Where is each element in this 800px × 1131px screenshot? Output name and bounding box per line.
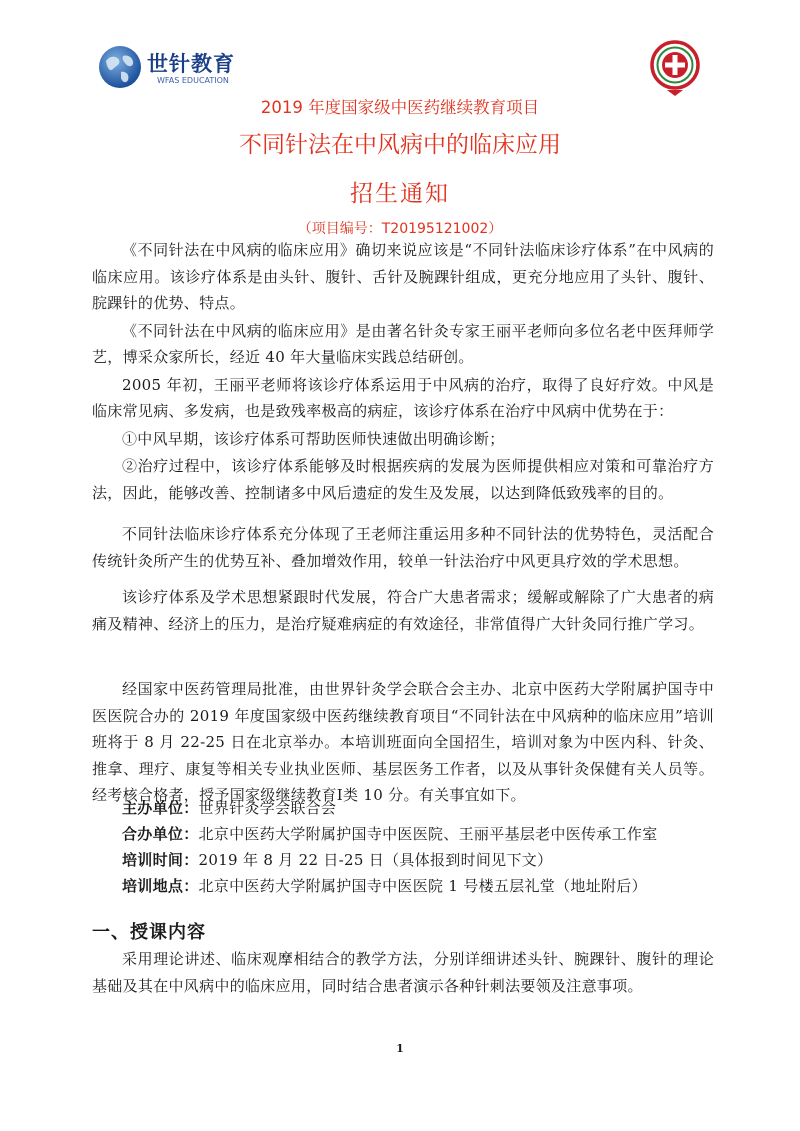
co-organizer-label: 合办单位： [122, 825, 199, 843]
organizer-row [122, 795, 722, 822]
paragraph: 经国家中医药管理局批准，由世界针灸学会联合会主办、北京中医药大学附属护国寺中医医院合办的 2019 年度国家级中医药继续教育项目“不同针法在中风病种的临床应用”培训班将于 8 月 22-25 日在北京举办。本培训班面向全国招生，培训对象为中医内科、针灸、推拿、理疗、康复等相关专业执业医师、基层医务工作者，以及从事针灸保健有关人员等。经考核合格者，授予国家级继续教育Ⅰ类 10 分。有关事宜如下。 [92, 680, 714, 804]
project-number: （项目编号：T20195121002） [297, 221, 503, 237]
brand-subtitle: WFAS EDUCATION [157, 76, 229, 85]
notice-heading: 招生通知 [350, 181, 450, 207]
training-place-value: 北京中医药大学附属护国寺中医医院 1 号楼五层礼堂（地址附后） [198, 877, 647, 895]
paragraph: 采用理论讲述、临床观摩相结合的教学方法，分别详细讲述头针、腕踝针、腹针的理论基础及其在中风病中的临床应用，同时结合患者演示各种针刺法要领及注意事项。 [92, 950, 714, 995]
wfas-education-logo [97, 44, 247, 94]
hospital-emblem-icon [649, 38, 701, 98]
paragraph: 该诊疗体系及学术思想紧跟时代发展，符合广大患者需求；缓解或解除了广大患者的病痛及精神、经济上的压力，是治疗疑难病症的有效途径，非常值得广大针灸同行推广学习。 [92, 588, 714, 633]
brand-name: 世针教育 [147, 52, 235, 76]
paragraph: ①中风早期，该诊疗体系可帮助医师快速做出明确诊断； [122, 429, 505, 448]
co-organizer-row [122, 821, 722, 848]
approval-section [92, 676, 714, 809]
academic-thought-section [92, 521, 714, 637]
intro-section [92, 237, 714, 506]
training-time-value: 2019 年 8 月 22 日-25 日（具体报到时间见下文） [198, 851, 553, 869]
co-organizer-value: 北京中医药大学附属护国寺中医医院、王丽平基层老中医传承工作室 [198, 825, 658, 843]
training-time-row [122, 847, 722, 874]
page-title: 不同针法在中风病中的临床应用 [239, 132, 561, 158]
section-heading: 一、授课内容 [92, 922, 206, 943]
organizer-value: 世界针灸学会联合会 [198, 799, 337, 817]
training-place-label: 培训地点： [122, 877, 199, 895]
globe-icon [97, 44, 143, 90]
paragraph: ②治疗过程中，该诊疗体系能够及时根据疾病的发展为医师提供相应对策和可靠治疗方法，因此，能够改善、控制诸多中风后遗症的发生及发展，以达到降低致残率的目的。 [92, 457, 714, 502]
training-time-label: 培训时间： [122, 851, 199, 869]
paragraph: 《不同针法在中风病的临床应用》确切来说应该是“不同针法临床诊疗体系”在中风病的临床应用。该诊疗体系是由头针、腹针、舌针及腕踝针组成，更充分地应用了头针、腹针、脘踝针的优势、特点。 [92, 241, 714, 312]
paragraph: 不同针法临床诊疗体系充分体现了王老师注重运用多种不同针法的优势特色，灵活配合传统针灸所产生的优势互补、叠加增效作用，较单一针法治疗中风更具疗效的学术思想。 [92, 525, 714, 570]
paragraph: 《不同针法在中风病的临床应用》是由著名针灸专家王丽平老师向多位名老中医拜师学艺，博采众家所长，经近 40 年大量临床实践总结研创。 [92, 321, 714, 366]
paragraph: 2005 年初，王丽平老师将该诊疗体系运用于中风病的治疗，取得了良好疗效。中风是临床常见病、多发病，也是致残率极高的病症，该诊疗体系在治疗中风病中优势在于： [92, 375, 714, 420]
organizer-label: 主办单位： [122, 799, 199, 817]
training-place-row [122, 873, 722, 900]
project-subtitle: 2019 年度国家级中医药继续教育项目 [260, 98, 540, 117]
section-body [92, 946, 714, 999]
page-number: 1 [396, 1042, 404, 1055]
